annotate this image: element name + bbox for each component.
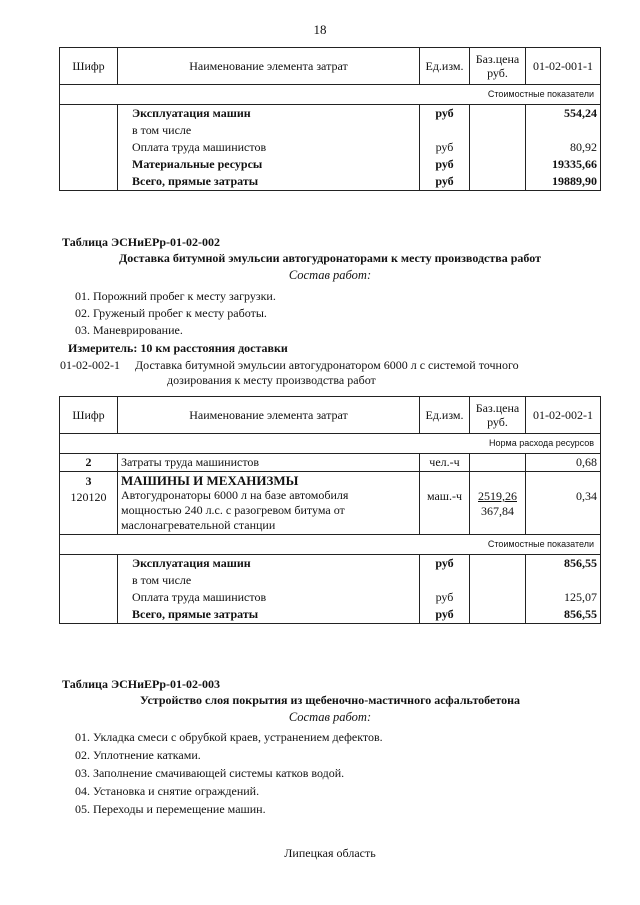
table-01-02-002: [59, 396, 601, 624]
work-item: 02. Груженый пробег к месту работы.: [75, 306, 267, 320]
row-value: 0,68: [526, 454, 601, 472]
section-label: Стоимостные показатели: [60, 85, 601, 105]
table-title-003: Таблица ЭСНиЕРр-01-02-003: [62, 677, 221, 691]
row-value: 19335,66: [526, 156, 601, 173]
row-name: Всего, прямые затраты: [118, 606, 420, 624]
header-price: [470, 397, 526, 434]
header-code: Шифр: [60, 48, 118, 85]
row-name-line3: маслонагревательной станции: [121, 518, 276, 532]
row-name: Затраты труда машинистов: [118, 454, 420, 472]
header-name: Наименование элемента затрат: [118, 397, 420, 434]
row-value: 554,24: [526, 105, 601, 123]
header-price-line1: Баз.цена: [475, 52, 520, 66]
row-value: 80,92: [526, 139, 601, 156]
table-row: [60, 606, 601, 624]
page-footer: Липецкая область: [284, 846, 376, 860]
header-price: [470, 48, 526, 85]
row-unit: руб: [420, 589, 470, 606]
measure-label: Измеритель: 10 км расстояния доставки: [68, 341, 288, 355]
section-row: [60, 535, 601, 555]
work-item: 03. Заполнение смачивающей системы катков водой.: [75, 766, 345, 780]
row-name: Эксплуатация машин: [118, 555, 420, 573]
composition-label-002: Состав работ:: [288, 268, 372, 282]
page-number: 18: [313, 22, 327, 37]
work-item: 01. Порожний пробег к месту загрузки.: [75, 289, 276, 303]
table-row: [60, 555, 601, 573]
table-01-02-001: [59, 47, 601, 191]
header-table-code: 01-02-001-1: [526, 48, 601, 85]
header-price-line2: руб.: [487, 66, 508, 80]
table-header-row: [60, 397, 601, 434]
row-value: 856,55: [526, 555, 601, 573]
table-row: [60, 589, 601, 606]
table-row: [60, 156, 601, 173]
table-row: [60, 472, 601, 535]
row-name: Эксплуатация машин: [118, 105, 420, 123]
item-description-line2: дозирования к месту производства работ: [167, 373, 376, 387]
section-row: [60, 85, 601, 105]
section-label: Стоимостные показатели: [60, 535, 601, 555]
work-item: 01. Укладка смеси с обрубкой краев, устранением дефектов.: [75, 730, 383, 744]
price-top: 2519,26: [478, 489, 517, 503]
price-bottom: 367,84: [481, 504, 514, 518]
row-unit: руб: [420, 139, 470, 156]
header-name: Наименование элемента затрат: [118, 48, 420, 85]
table-subtitle-003: Устройство слоя покрытия из щебеночно-мастичного асфальтобетона: [139, 693, 521, 707]
row-unit: маш.-ч: [426, 489, 463, 503]
section-row: [60, 434, 601, 454]
row-value: 125,07: [526, 589, 601, 606]
row-value: 0,34: [576, 489, 597, 503]
table-header-row: [60, 48, 601, 85]
row-unit: руб: [420, 606, 470, 624]
row-name: Материальные ресурсы: [118, 156, 420, 173]
row-unit: руб: [420, 156, 470, 173]
table-row: [60, 139, 601, 156]
row-value: 856,55: [526, 606, 601, 624]
item-description: [135, 358, 575, 388]
row-unit: руб: [420, 173, 470, 191]
header-price-line2: руб.: [487, 415, 508, 429]
header-unit: Ед.изм.: [420, 48, 470, 85]
table-subtitle-002: Доставка битумной эмульсии автогудронаторами к месту производства работ: [119, 251, 541, 265]
composition-label-003: Состав работ:: [288, 710, 372, 724]
row-name: в том числе: [118, 572, 420, 589]
row-name: Всего, прямые затраты: [118, 173, 420, 191]
row-unit: руб: [420, 555, 470, 573]
table-row: [60, 572, 601, 589]
row-name: Оплата труда машинистов: [118, 589, 420, 606]
table-row: [60, 454, 601, 472]
row-unit: чел.-ч: [420, 454, 470, 472]
row-value: 19889,90: [526, 173, 601, 191]
row-name-line1: Автогудронаторы 6000 л на базе автомобиля: [121, 488, 349, 502]
row-num: 2: [60, 454, 118, 472]
work-item: 04. Установка и снятие ограждений.: [75, 784, 260, 798]
header-unit: Ед.изм.: [420, 397, 470, 434]
header-table-code: 01-02-002-1: [526, 397, 601, 434]
work-item: 05. Переходы и перемещение машин.: [75, 802, 266, 816]
work-item: 03. Маневрирование.: [75, 323, 183, 337]
section-label: Норма расхода ресурсов: [60, 434, 601, 454]
row-name: в том числе: [118, 122, 420, 139]
row-name-line2: мощностью 240 л.с. с разогревом битума от: [121, 503, 345, 517]
item-description-line1: Доставка битумной эмульсии автогудронатором 6000 л с системой точного: [135, 358, 519, 372]
row-num: 3: [85, 474, 92, 488]
section-heading: МАШИНЫ И МЕХАНИЗМЫ: [121, 473, 299, 488]
header-price-line1: Баз.цена: [475, 401, 520, 415]
row-code: 120120: [70, 490, 107, 504]
table-row: [60, 173, 601, 191]
table-row: [60, 105, 601, 123]
header-code: Шифр: [60, 397, 118, 434]
row-name: Оплата труда машинистов: [118, 139, 420, 156]
row-unit: руб: [420, 105, 470, 123]
item-code: 01-02-002-1: [60, 358, 120, 372]
table-row: [60, 122, 601, 139]
table-title-002: Таблица ЭСНиЕРр-01-02-002: [62, 235, 221, 249]
work-item: 02. Уплотнение катками.: [75, 748, 201, 762]
